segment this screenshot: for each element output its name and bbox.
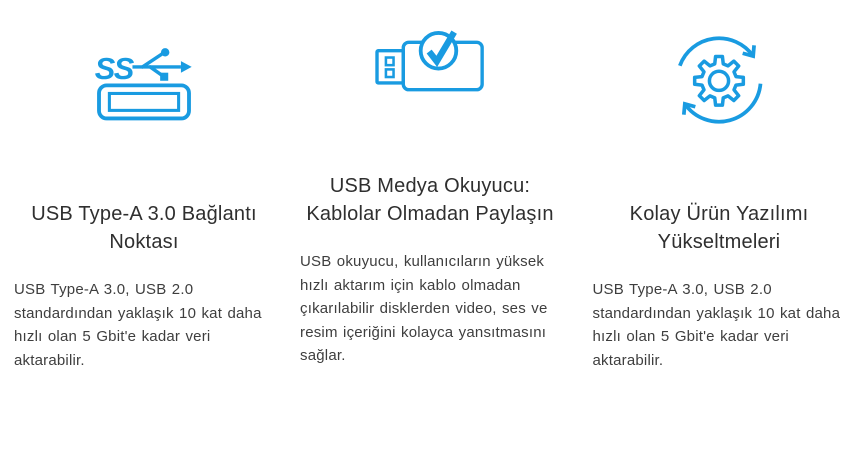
feature-description: USB Type-A 3.0, USB 2.0 standardından yaklaşık 10 kat daha hızlı olan 5 Gbit'e kadar veri aktarabilir. — [14, 281, 262, 369]
icon-container — [14, 0, 274, 160]
feature-title: USB Type-A 3.0 Bağlantı Noktası — [31, 203, 257, 253]
usb-3-superspeed-port-icon — [94, 39, 194, 121]
feature-column-usb3-port — [0, 0, 283, 372]
icon-container — [300, 0, 560, 132]
feature-title: Kolay Ürün Yazılımı Yükseltmeleri — [629, 203, 809, 253]
icon-container — [592, 0, 846, 160]
firmware-update-gear-icon — [669, 30, 769, 130]
feature-column-media-reader — [283, 0, 566, 372]
superspeed-label: SS — [94, 51, 133, 87]
feature-title: USB Medya Okuyucu: Kablolar Olmadan Paylaşın — [306, 175, 554, 225]
usb-media-reader-check-icon — [374, 27, 486, 105]
feature-description: USB okuyucu, kullanıcıların yüksek hızlı aktarım için kablo olmadan çıkarılabilir disklerden video, ses ve resim içeriğini kolayca yansıtmasını sağlar. — [300, 253, 548, 364]
feature-column-firmware-update — [566, 0, 849, 372]
feature-description: USB Type-A 3.0, USB 2.0 standardından yaklaşık 10 kat daha hızlı olan 5 Gbit'e kadar veri aktarabilir. — [592, 281, 841, 369]
